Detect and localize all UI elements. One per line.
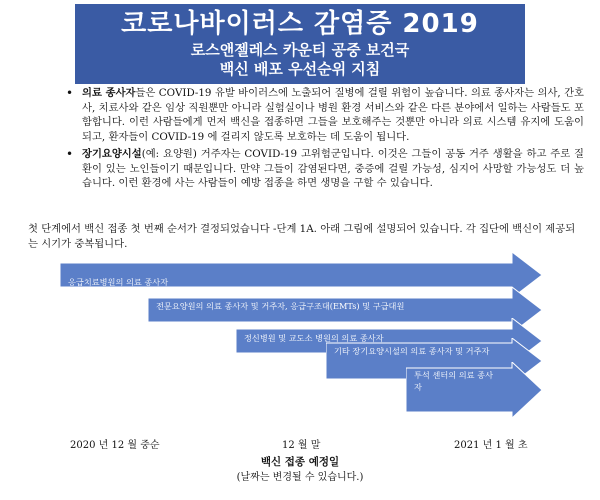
group-label-4: 기타 장기요양시설의 의료 종사자 및 거주자 bbox=[334, 346, 490, 356]
intro-paragraph: 첫 단계에서 백신 접종 첫 번째 순서가 결정되었습니다 -단계 1A. 아래 그림에 설명되어 있습니다. 각 집단에 백신이 제공되는 시기가 중복됩니다. bbox=[28, 223, 576, 250]
group-label-2: 전문요양원의 의료 종사자 및 거주자, 응급구조대(EMTs) 및 구급대원 bbox=[156, 301, 405, 311]
group-label-3: 정신병원 및 교도소 병원의 의료 종사자 bbox=[244, 333, 384, 343]
footer-label: 백신 접종 예정일 bbox=[260, 456, 340, 468]
page-title: 코로나바이러스 감염증 2019 bbox=[121, 9, 479, 39]
page-subtitle-guideline: 백신 배포 우선순위 지침 bbox=[219, 60, 381, 78]
group-label-5: 투석 센터의 의료 종사자 bbox=[414, 370, 493, 392]
bullet-long-term-care bbox=[64, 147, 584, 191]
bullet-healthcare-workers bbox=[64, 86, 584, 144]
timeline-mid: 12 월 말 bbox=[282, 440, 321, 451]
timeline-start: 2020 년 12 월 중순 bbox=[70, 440, 160, 451]
bullet-term: 의료 종사자 bbox=[82, 87, 136, 99]
bullet-text: (예: 요양원) 거주자는 COVID-19 고위험군입니다. 이것은 그들이 공동 거주 생활을 하고 주로 질환이 있는 노인들이기 때문입니다. 만약 그들이 감염된다면, 중증에 걸릴 가능성, 심지어 사망할 가능성도 더 높습니다. 이런 환경에 사는 사람들이 예방 접종을 하면 생명을 구할 수 있습니다. bbox=[82, 148, 584, 189]
timeline-axis bbox=[60, 436, 560, 450]
bullet-term: 장기요양시설 bbox=[82, 148, 142, 160]
bullet-list bbox=[64, 86, 584, 194]
bullet-text: 들은 COVID-19 유발 바이러스에 노출되어 질병에 걸릴 위험이 높습니다. 의료 종사자는 의사, 간호사, 치료사와 같은 임상 직원뿐만 아니라 실험실이나 병원 환경 서비스와 같은 다른 분야에서 일하는 사람들도 포함합니다. 이런 사람들에게 먼저 백신을 접종하면 그들을 보호해주는 것뿐만 아니라 의료 시스템 유지에 도움이 되고, 환자들이 COVID-19 에 걸리지 않도록 보호하는 데 도움이 됩니다. bbox=[82, 87, 584, 143]
page-subtitle-agency: 로스앤젤레스 카운티 공중 보건국 bbox=[190, 41, 410, 59]
bullet-dot-icon: • bbox=[66, 147, 74, 161]
footer-note: (날짜는 변경될 수 있습니다.) bbox=[236, 472, 364, 483]
bullet-dot-icon: • bbox=[66, 86, 74, 100]
group-label-1: 응급치료병원의 의료 종사자 bbox=[68, 277, 169, 287]
title-banner bbox=[75, 4, 525, 84]
footer bbox=[0, 455, 600, 485]
timeline-end: 2021 년 1 월 초 bbox=[454, 440, 528, 451]
